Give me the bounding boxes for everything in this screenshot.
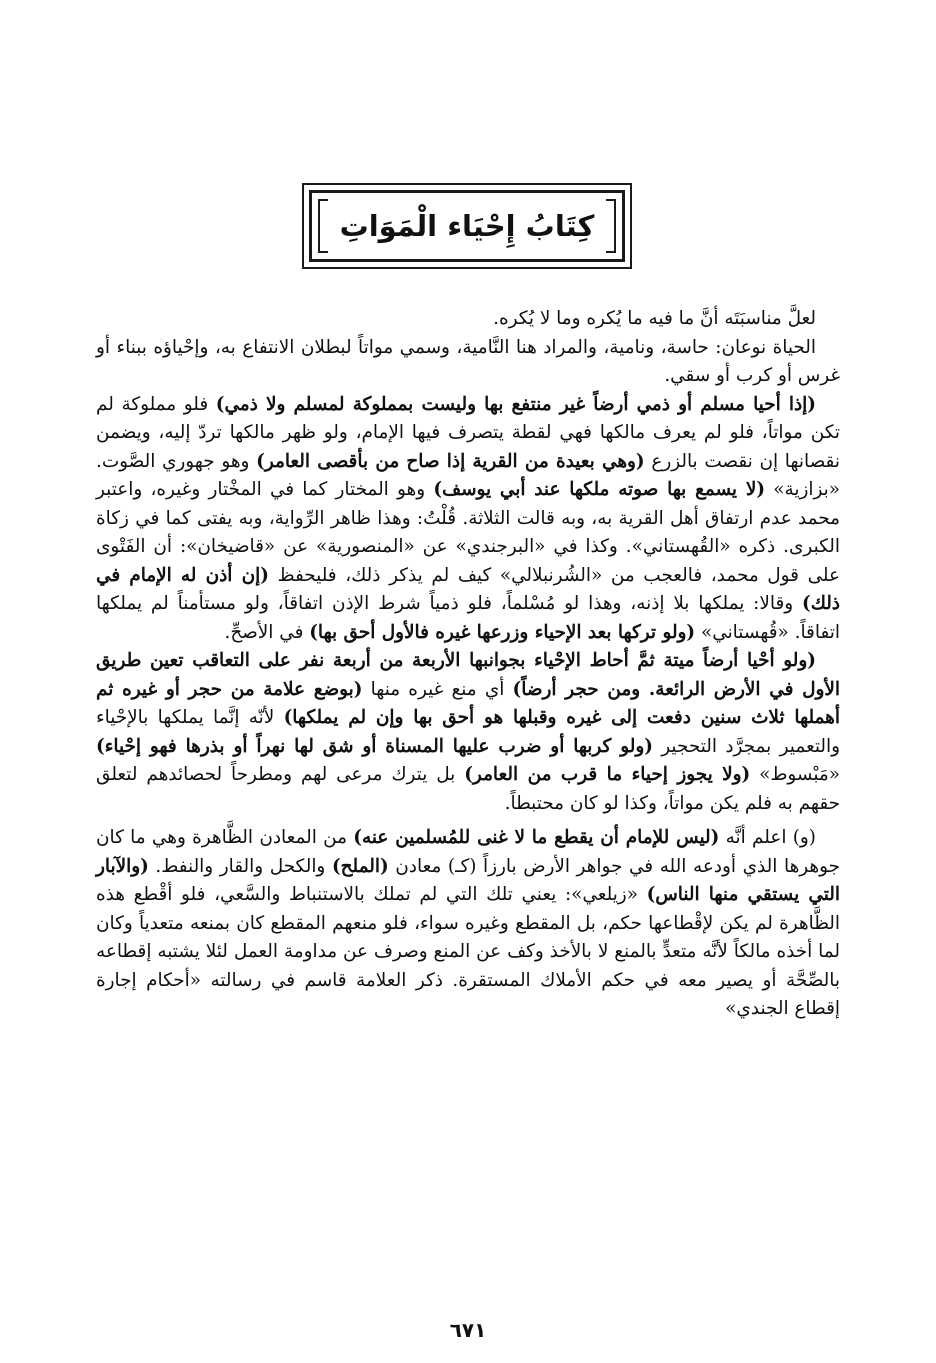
- chapter-title: كِتَابُ إِحْيَاء الْمَوَاتِ: [339, 209, 595, 243]
- commentary-text: لعلَّ مناسبَتَه أنَّ ما فيه ما يُكره وما لا يُكره.: [493, 308, 816, 329]
- commentary-text: (و) اعلم أنَّه: [719, 827, 816, 848]
- commentary-text: من المعادن الظَّاهرة وهي ما كان جوهرها الذي أودعه الله في جواهر الأرض بارزاً (كـ) معادن: [96, 827, 840, 877]
- commentary-text: فلو مملوكة لم تكن مواتاً، فلو لم يعرف مالكها فهي لقطة يتصرف فيها الإمام، ولو ظهر مالكها تردّ إليه، ويضمن نقصانها إن نقصت بالزرع: [96, 393, 840, 472]
- matn-text: (إن أذن له الإمام في ذلك): [96, 564, 840, 614]
- body-text: [96, 305, 840, 1024]
- commentary-text: بل يترك مرعى لهم ومطرحاً لحصائدهم لتعلق حقهم به فلم يكن مواتاً، وكذا لو كان محتبطاً.: [96, 764, 840, 814]
- commentary-text: «مَبْسوط»: [750, 764, 840, 785]
- commentary-text: وهو المختار كما في المخْتار وغيره، واعتبر محمد عدم ارتفاق أهل القرية به، وبه قالت الثلاثة. قُلْتُ: وهذا ظاهر الرِّواية، وبه يفتى كما في زكاة الكبرى. ذكره «القُهستاني». وكذا في «البرجندي» عن «المنصورية» عن «قاضيخان»: أن الفَتْوى على قول محمد، فالعجب من «الشُرنبلالي» كيف لم يذكر ذلك، فليحفظ: [96, 479, 840, 586]
- commentary-text: في الأصحِّ.: [224, 621, 310, 643]
- chapter-title-frame: [302, 183, 632, 269]
- matn-text: (ولو تركها بعد الإحياء وزرعها غيره فالأول أحق بها): [309, 621, 696, 643]
- page-number: ٦٧١: [449, 1318, 487, 1342]
- paragraph-5: [96, 824, 840, 1024]
- matn-text: (بوضع علامة من حجر أو غيره ثم أهملها ثلاث سنين دفعت إلى غيره وقبلها هو أحق بها وإن لم يملكها): [96, 678, 840, 728]
- matn-text: (والآبار التي يستقي منها الناس): [96, 855, 840, 905]
- matn-text: (وهي بعيدة من القرية إذا صاح من بأقصى العامر): [256, 450, 645, 472]
- commentary-text: أي منع غيره منها: [362, 678, 513, 700]
- commentary-text: وهو جهوري الصَّوت. «بزازية»: [96, 450, 840, 500]
- commentary-text: لأنّه إنَّما يملكها بالإحْياء والتعمير بمجرَّد التحجير: [96, 707, 840, 757]
- matn-text: (ولو كربها أو ضرب عليها المسناة أو شق لها نهراً أو بذرها فهو إحْياء): [96, 735, 653, 757]
- matn-text: (لا يسمع بها صوته ملكها عند أبي يوسف): [433, 479, 766, 500]
- matn-text: (إذا أحيا مسلم أو ذمي أرضاً غير منتفع بها وليست بمملوكة لمسلم ولا ذمي): [215, 393, 816, 415]
- commentary-text: وقالا: يملكها بلا إذنه، وهذا لو مُسْلماً، فلو ذمياً شرط الإذن اتفاقاً، ولو مستأمناً لم يملكها اتفاقاً. «قُهستاني»: [96, 593, 840, 643]
- commentary-text: والكحل والقار والنفط.: [148, 855, 332, 877]
- commentary-text: الحياة نوعان: حاسة، ونامية، والمراد هنا النَّامية، وسمي مواتاً لبطلان الانتفاع به، وإحْياؤه ببناء أو غرس أو كرب أو سقي.: [96, 336, 840, 386]
- matn-text: (ليس للإمام أن يقطع ما لا غنى للمُسلمين عنه): [353, 827, 720, 848]
- paragraph-4: [96, 647, 840, 818]
- matn-text: (الملح): [331, 855, 389, 877]
- chapter-title-inner-border: [309, 190, 625, 262]
- paragraph-1: [96, 305, 840, 334]
- matn-text: (ولو أحْيا أرضاً ميتة ثمَّ أحاط الإحْياء بجوانبها الأربعة من أربعة نفر على التعاقب تعين طريق الأول في الأرض الرائعة. ومن حجر أرضاً): [96, 650, 840, 700]
- matn-text: (ولا يجوز إحياء ما قرب من العامر): [464, 764, 751, 785]
- commentary-text: «زيلعي»: يعني تلك التي لم تملك بالاستنباط والسَّعي، فلو أقْطع هذه الظَّاهرة لم يكن لإقْطاعها حكم، بل المقطع وغيره سواء، فلو منعهم المقطع كان بمنعه متعدياً وكان لما أخذه مالكاً لأنَّه متعدٍّ بالمنع لا بالأخذ وكف عن المنع وصرف عن مداومة العمل لئلا يشتبه إقطاعه بالصِّحَّة أو يصير معه في حكم الأملاك المستقرة. ذكر العلامة قاسم في رسالته «أحكام إجارة إقطاع الجندي»: [96, 884, 840, 1019]
- paragraph-3: [96, 391, 840, 648]
- paragraph-2: [96, 334, 840, 391]
